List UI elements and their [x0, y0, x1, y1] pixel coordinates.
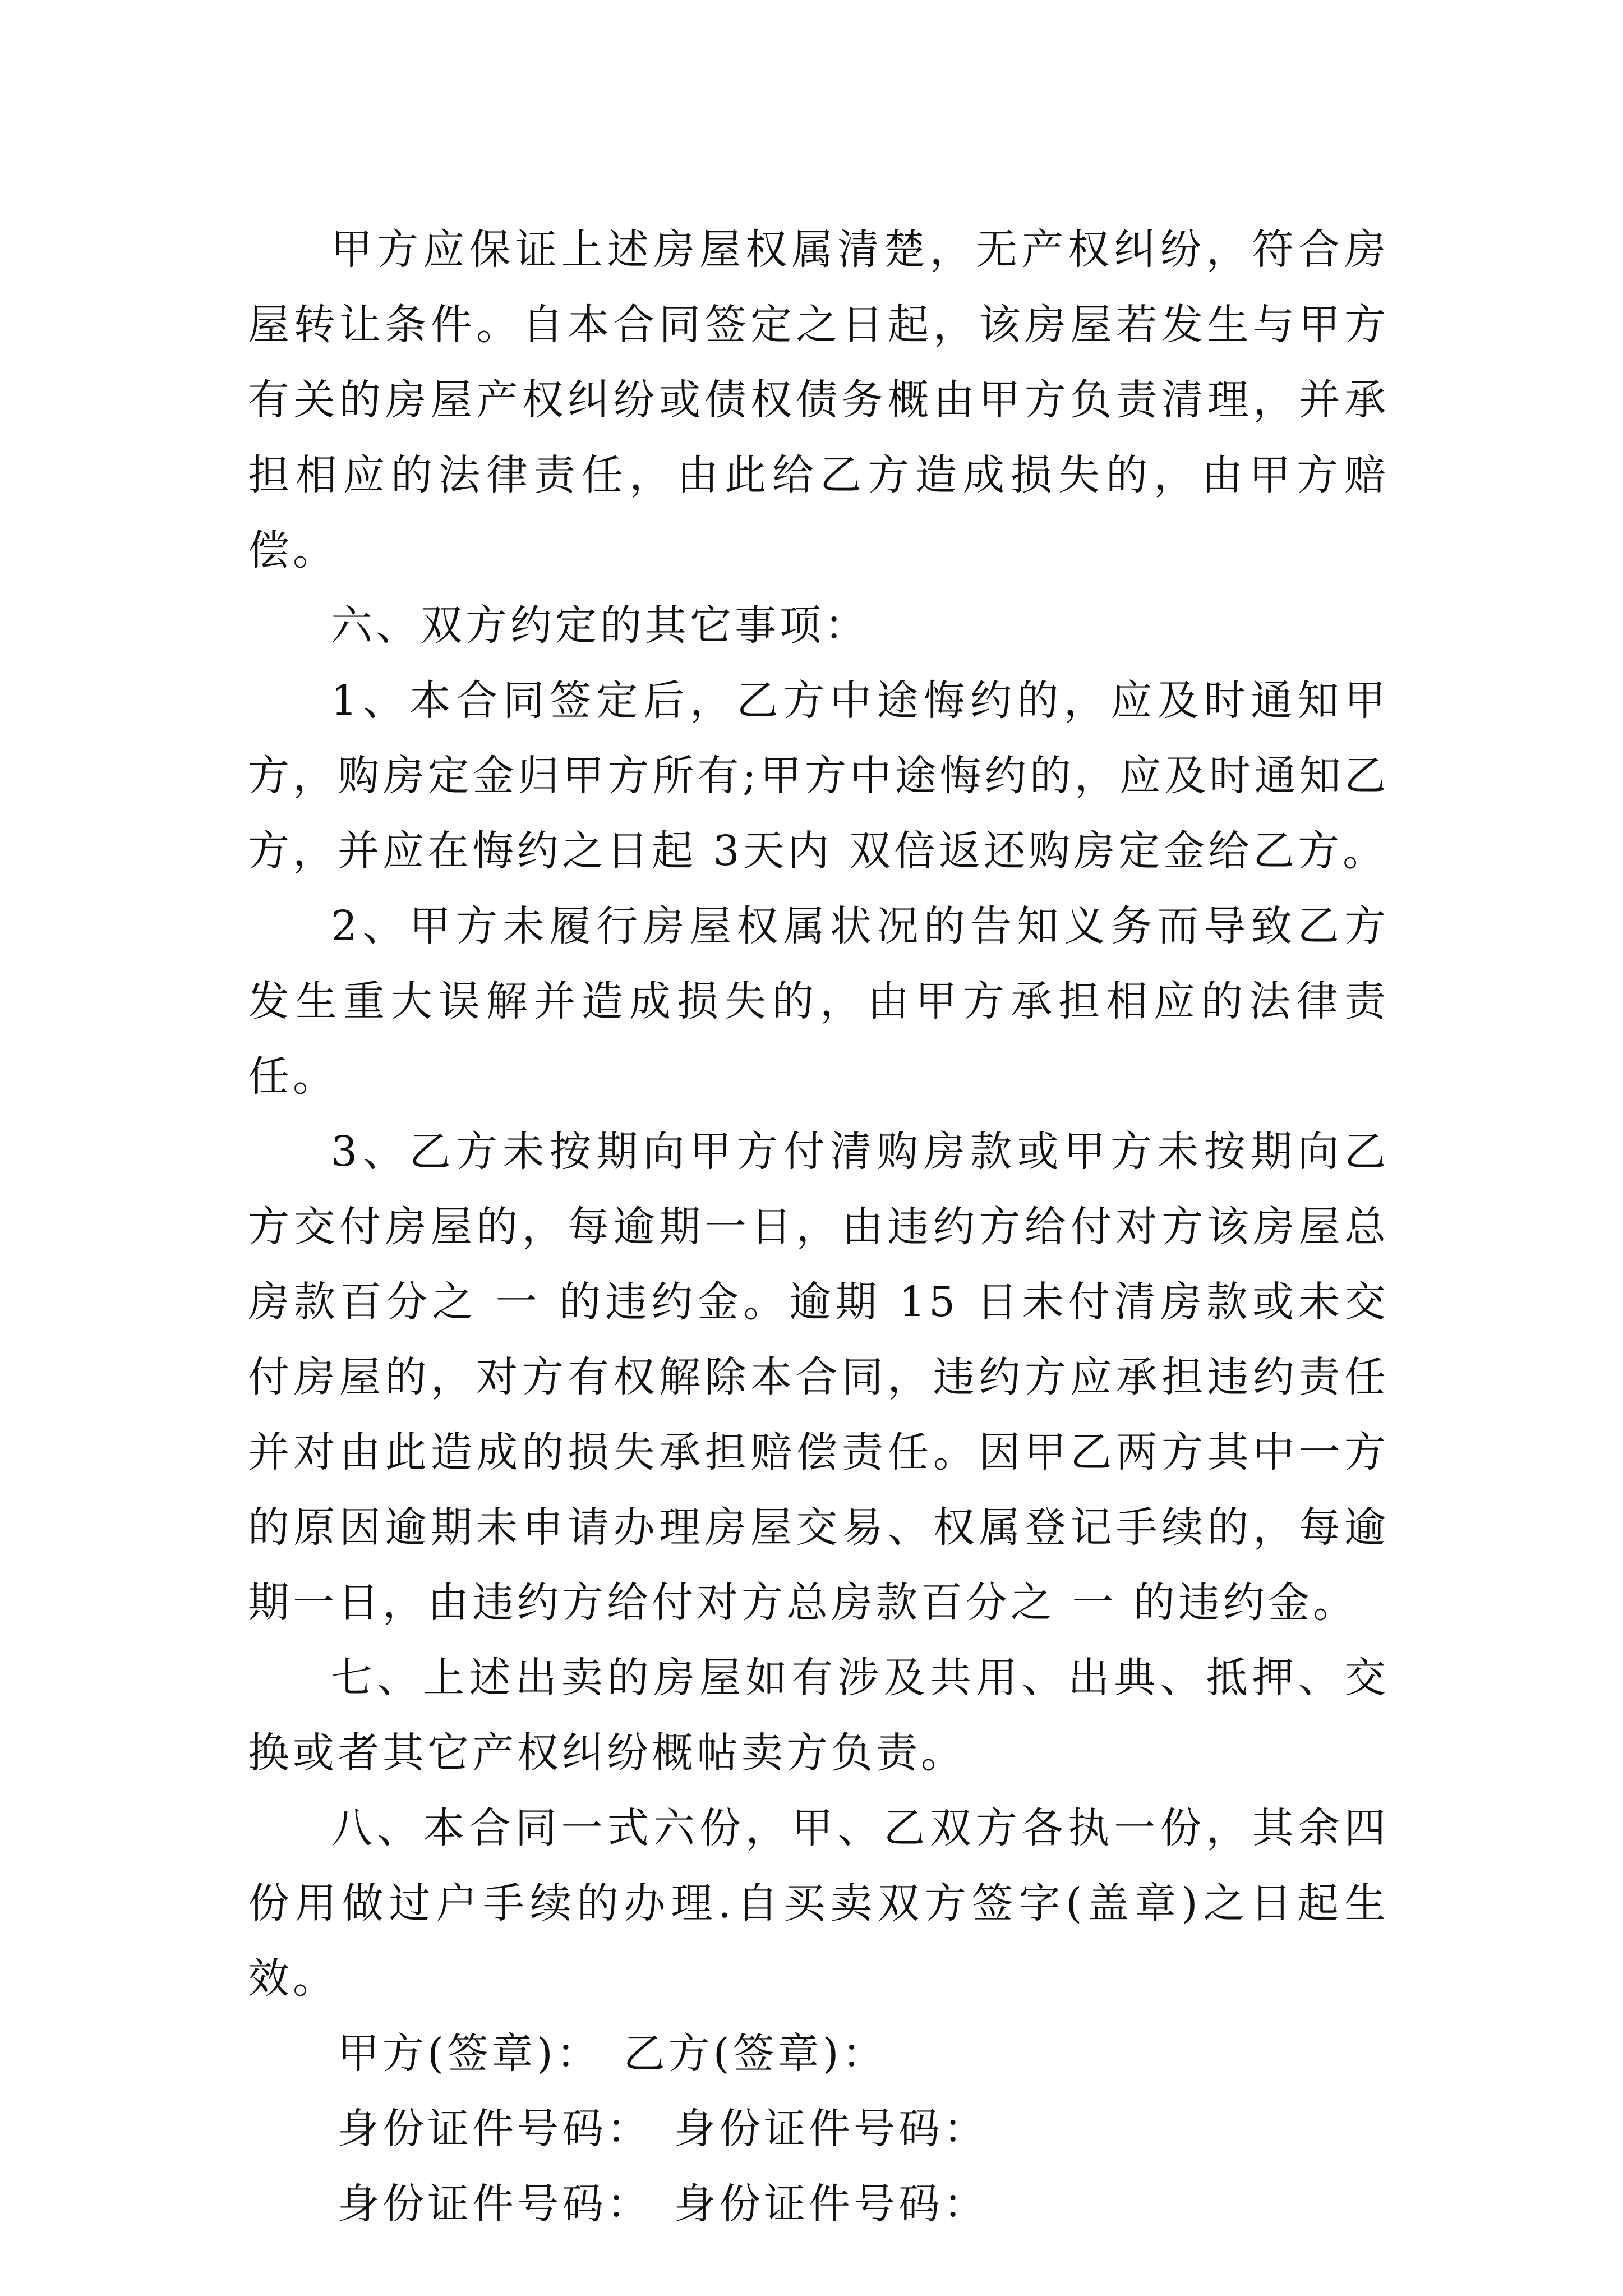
- section-six-heading: 六、双方约定的其它事项：: [331, 601, 869, 650]
- section-seven: 七、上述出卖的房屋如有涉及共用、出典、抵押、交换或者其它产权纠纷概帖卖方负责。: [248, 1654, 1389, 1777]
- clause-1: 1、本合同签定后，乙方中途悔约的，应及时通知甲方，购房定金归甲方所有;甲方中途悔约的，应及时通知乙方，并应在悔约之日起 3天内 双倍返还购房定金给乙方。: [248, 677, 1389, 875]
- party-a-id-label: 身份证件号码：: [338, 2180, 652, 2228]
- party-b-id-label: 身份证件号码：: [674, 2105, 988, 2153]
- clause-3: 3、乙方未按期向甲方付清购房款或甲方未按期向乙方交付房屋的，每逾期一日，由违约方给付对方该房屋总房款百分之 一 的违约金。逾期 15 日未付清房款或未交付房屋的，对方有权解除本合同，违约方应承担违约责任并对由此造成的损失承担赔偿责任。因甲乙两方其中一方的原因逾期未申请办理房屋交易、权属登记手续的，每逾期一日，由违约方给付对方总房款百分之 一 的违约金。: [248, 1128, 1389, 1627]
- party-b-id-label: 身份证件号码：: [674, 2180, 988, 2228]
- party-a-seal-label: 甲方(签章)：: [338, 2030, 601, 2078]
- signature-row-seal: [248, 2016, 1389, 2091]
- section-eight: 八、本合同一式六份，甲、乙双方各执一份，其余四份用做过户手续的办理.自买卖双方签字(盖章)之日起生效。: [248, 1804, 1389, 2003]
- signature-row-id-2: [248, 2166, 1389, 2242]
- party-a-id-label: 身份证件号码：: [338, 2105, 652, 2153]
- paragraph-property-title-guarantee: 甲方应保证上述房屋权属清楚，无产权纠纷，符合房屋转让条件。自本合同签定之日起，该房屋若发生与甲方有关的房屋产权纠纷或债权债务概由甲方负责清理，并承担相应的法律责任，由此给乙方造成损失的，由甲方赔偿。: [248, 226, 1389, 574]
- document-body: [248, 212, 1389, 2242]
- clause-2: 2、甲方未履行房屋权属状况的告知义务而导致乙方发生重大误解并造成损失的，由甲方承担相应的法律责任。: [248, 902, 1389, 1101]
- party-b-seal-label: 乙方(签章)：: [623, 2030, 887, 2078]
- signature-row-id-1: [248, 2091, 1389, 2166]
